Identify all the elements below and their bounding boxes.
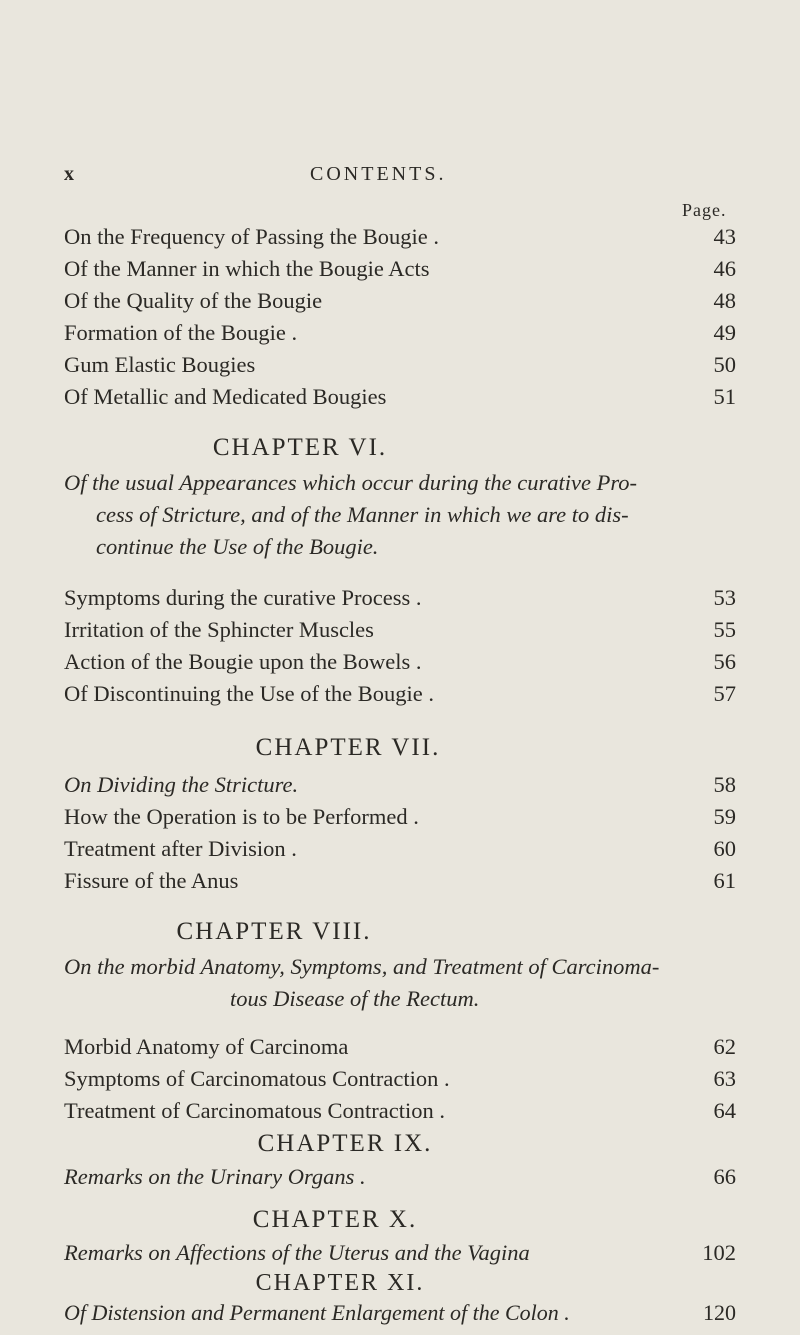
entry-title: On Dividing the Stricture. xyxy=(64,772,299,797)
toc-entry xyxy=(64,1164,736,1196)
chapter-subtitle-line: tous Disease of the Rectum. xyxy=(230,986,480,1011)
entry-title: Of Distension and Permanent Enlargement of the Colon . xyxy=(64,1300,570,1325)
entry-page: 51 xyxy=(713,384,736,409)
chapter-subtitle-line: cess of Stricture, and of the Manner in which we are to dis- xyxy=(96,502,629,527)
entry-title: How the Operation is to be Performed . xyxy=(64,804,419,829)
toc-entry xyxy=(64,384,736,416)
entry-page: 62 xyxy=(713,1034,736,1059)
entry-page: 46 xyxy=(713,256,736,281)
chapter-heading: CHAPTER VIII. xyxy=(176,918,372,945)
toc-entry xyxy=(64,1098,736,1130)
entry-title: Treatment after Division . xyxy=(64,836,297,861)
entry-page: 120 xyxy=(703,1300,736,1325)
chapter-heading: CHAPTER IX. xyxy=(257,1130,433,1157)
entry-page: 102 xyxy=(702,1240,736,1265)
entry-page: 50 xyxy=(713,352,736,377)
toc-entry xyxy=(64,772,736,804)
toc-entry xyxy=(64,617,736,649)
entry-title: Morbid Anatomy of Carcinoma xyxy=(64,1034,349,1059)
toc-entry xyxy=(64,1300,736,1332)
entry-page: 55 xyxy=(713,617,736,642)
entry-page: 59 xyxy=(713,804,736,829)
entry-page: 63 xyxy=(713,1066,736,1091)
entry-page: 61 xyxy=(713,868,736,893)
entry-title: Action of the Bougie upon the Bowels . xyxy=(64,649,422,674)
header-title: CONTENTS. xyxy=(310,163,447,185)
chapter-subtitle-line: continue the Use of the Bougie. xyxy=(96,534,379,559)
toc-entry xyxy=(64,804,736,836)
entry-title: Fissure of the Anus xyxy=(64,868,239,893)
chapter-heading: CHAPTER XI. xyxy=(255,1270,425,1296)
toc-entry xyxy=(64,1240,736,1272)
entry-page: 43 xyxy=(713,224,736,249)
entry-page: 49 xyxy=(713,320,736,345)
toc-entry xyxy=(64,256,736,288)
entry-page: 66 xyxy=(713,1164,736,1189)
toc-entry xyxy=(64,288,736,320)
entry-page: 48 xyxy=(713,288,736,313)
entry-title: Of Discontinuing the Use of the Bougie . xyxy=(64,681,434,706)
toc-entry xyxy=(64,1066,736,1098)
entry-title: Remarks on Affections of the Uterus and the Vagina xyxy=(64,1240,530,1265)
chapter-subtitle-line: Of the usual Appearances which occur during the curative Pro- xyxy=(64,470,638,495)
toc-entry xyxy=(64,649,736,681)
toc-entry xyxy=(64,836,736,868)
entry-page: 56 xyxy=(713,649,736,674)
header-page-number: x xyxy=(64,163,75,185)
entry-title: Formation of the Bougie . xyxy=(64,320,298,345)
entry-title: Of the Quality of the Bougie xyxy=(64,288,323,313)
entry-page: 60 xyxy=(713,836,736,861)
chapter-heading: CHAPTER VI. xyxy=(212,434,388,461)
entry-title: Irritation of the Sphincter Muscles xyxy=(64,617,374,642)
toc-entry xyxy=(64,352,736,384)
toc-entry xyxy=(64,868,736,900)
entry-title: Gum Elastic Bougies xyxy=(64,352,256,377)
toc-entry xyxy=(64,681,736,713)
chapter-subtitle-line: On the morbid Anatomy, Symptoms, and Treatment of Carcinoma- xyxy=(64,954,660,979)
running-header xyxy=(64,163,724,189)
entry-page: 57 xyxy=(713,681,736,706)
page-column-label: Page. xyxy=(682,200,727,220)
toc-entry xyxy=(64,585,736,617)
chapter-heading: CHAPTER VII. xyxy=(255,734,441,761)
entry-title: Symptoms of Carcinomatous Contraction . xyxy=(64,1066,450,1091)
entry-page: 53 xyxy=(713,585,736,610)
toc-entry xyxy=(64,320,736,352)
entry-page: 58 xyxy=(713,772,736,797)
entry-title: Treatment of Carcinomatous Contraction . xyxy=(64,1098,445,1123)
entry-title: Of Metallic and Medicated Bougies xyxy=(64,384,387,409)
entry-title: Remarks on the Urinary Organs . xyxy=(64,1164,366,1189)
entry-title: On the Frequency of Passing the Bougie . xyxy=(64,224,439,249)
toc-entry xyxy=(64,1034,736,1066)
entry-page: 64 xyxy=(713,1098,736,1123)
entry-title: Of the Manner in which the Bougie Acts xyxy=(64,256,430,281)
entry-title: Symptoms during the curative Process . xyxy=(64,585,422,610)
toc-entry xyxy=(64,224,736,256)
chapter-heading: CHAPTER X. xyxy=(252,1206,418,1233)
